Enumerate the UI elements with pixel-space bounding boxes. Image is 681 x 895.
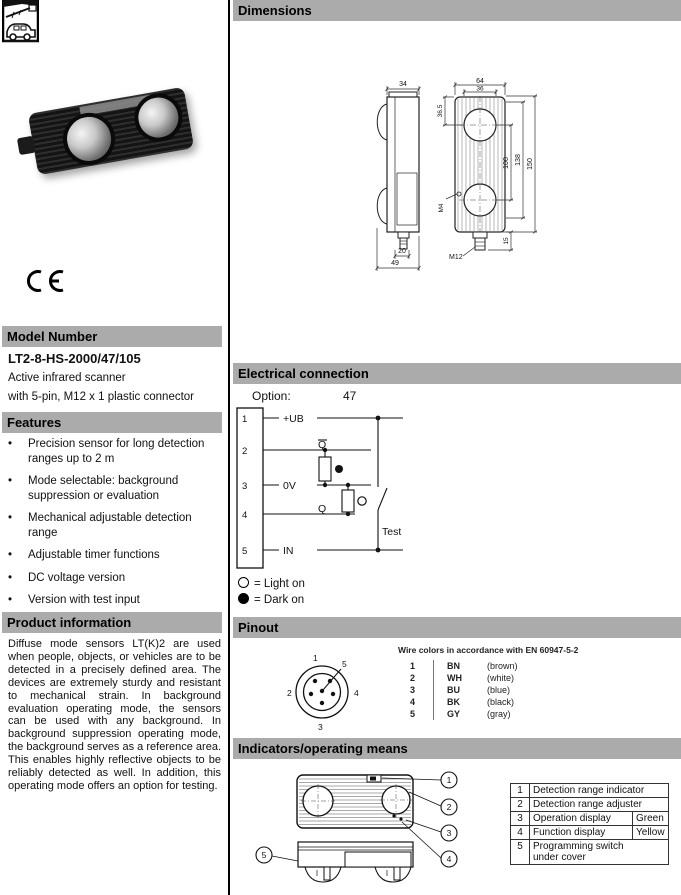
vehicle-access-icon — [2, 0, 39, 43]
bullet-icon: • — [8, 549, 13, 561]
table-row: 5 Programming switch under cover — [511, 840, 669, 865]
open-circle-icon — [238, 577, 249, 588]
dim-138: 138 — [515, 154, 522, 166]
legend-light-on: = Light on — [238, 576, 305, 592]
pinout-label-2: 2 — [287, 688, 292, 698]
feature-item — [8, 571, 220, 586]
wire-row: 5 GY (gray) — [409, 709, 511, 719]
callout-1: 1 — [446, 775, 452, 785]
indicators-header: Indicators/operating means — [233, 738, 681, 759]
terminal-5: 5 — [242, 546, 248, 557]
feature-text: Mode selectable: background suppression or evaluation — [28, 475, 179, 502]
pinout-label-1: 1 — [313, 653, 318, 663]
label-q: Q — [318, 503, 327, 515]
dimensions-header: Dimensions — [233, 0, 681, 21]
pinout-header: Pinout — [233, 617, 681, 638]
product-information-header: Product information — [2, 612, 222, 633]
pinout-label-4: 4 — [354, 688, 359, 698]
pinout-connector-diagram — [285, 648, 369, 732]
light-on-dot-icon — [358, 497, 366, 505]
electrical-circuit — [235, 404, 425, 572]
terminal-1: 1 — [242, 414, 248, 425]
wire-colors-note: Wire colors in accordance with EN 60947-5-2 — [398, 645, 579, 655]
table-row: 2 Detection range adjuster — [511, 798, 669, 812]
feature-text: Version with test input — [28, 594, 140, 606]
bullet-icon: • — [8, 594, 13, 606]
option-label: Option: — [252, 389, 291, 403]
wire-row: 4 BK (black) — [409, 697, 515, 707]
dim-side-width: 34 — [399, 81, 407, 88]
wire-row: 3 BU (blue) — [409, 685, 511, 695]
features-header: Features — [2, 412, 222, 433]
model-number: LT2-8-HS-2000/47/105 — [8, 351, 141, 366]
right-column — [233, 0, 681, 895]
bullet-icon: • — [8, 571, 13, 584]
dim-side-total-depth: 49 — [391, 260, 399, 267]
pinout-label-3: 3 — [318, 722, 323, 732]
wire-row: 1 BN (brown) — [409, 661, 518, 671]
option-value: 47 — [343, 389, 357, 403]
feature-text: DC voltage version — [28, 571, 126, 584]
ce-mark — [26, 268, 68, 294]
terminal-3: 3 — [242, 481, 248, 492]
dim-front-inner-width: 36 — [476, 85, 484, 93]
product-information-text: Diffuse mode sensors LT(K)2 are used when people, objects, or vehicles are to be detected in a precisely defined area. The devices are extremely sturdy and resistant to mechanical strain. In background evaluation operating mode, the sensors can be used with any background. In background suppression operating mode, the background serves as a reference area. This enables highly reflective objects to be reliably detected as well. In addition, this operating mode offers an option for testing. — [8, 638, 221, 792]
sensor-housing — [28, 87, 194, 175]
label-test: Test — [382, 526, 402, 538]
label-q-bar: Q — [318, 439, 327, 451]
wire-row: 2 WH (white) — [409, 673, 515, 683]
wire-colors-table — [403, 660, 557, 720]
dim-connector-height: 15 — [503, 237, 510, 245]
table-row: 4 Function display Yellow — [511, 826, 669, 840]
model-description-1: Active infrared scanner — [8, 372, 126, 384]
feature-item — [8, 548, 220, 563]
bullet-icon: • — [8, 475, 13, 487]
callout-4: 4 — [446, 854, 452, 864]
callout-2: 2 — [446, 802, 452, 812]
dim-connector-thread: M12 — [449, 254, 463, 261]
features-list — [8, 437, 220, 616]
model-number-header: Model Number — [2, 326, 222, 347]
feature-text: Adjustable timer functions — [28, 549, 160, 561]
feature-text: Precision sensor for long detection ranges up to 2 m — [28, 438, 205, 465]
legend-dark-on: = Dark on — [238, 592, 304, 608]
dim-mounting-thread: M4 — [438, 203, 445, 213]
sensor-connector — [17, 136, 36, 156]
terminal-2: 2 — [242, 446, 248, 457]
terminal-4: 4 — [242, 510, 248, 521]
feature-text: Mechanical adjustable detection range — [28, 512, 192, 539]
dim-side-connector-depth: 20 — [398, 248, 406, 255]
dim-height-total: 150 — [527, 158, 534, 170]
label-0v: 0V — [283, 480, 296, 492]
product-photo — [18, 70, 213, 195]
feature-item — [8, 437, 220, 466]
feature-item — [8, 593, 220, 608]
table-row: 1 Detection range indicator — [511, 784, 669, 798]
pinout-label-5: 5 — [342, 659, 347, 669]
filled-circle-icon — [238, 593, 249, 604]
dim-lens-offset: 36.5 — [437, 104, 444, 118]
bullet-icon: • — [8, 512, 13, 524]
feature-item — [8, 474, 220, 503]
dim-front-width: 64 — [476, 78, 484, 85]
dark-on-dot-icon — [335, 465, 343, 473]
indicators-table — [510, 783, 669, 865]
dimensions-drawing — [345, 78, 567, 286]
label-in: IN — [283, 545, 294, 557]
feature-item — [8, 511, 220, 540]
dim-100: 100 — [503, 157, 510, 169]
left-column — [0, 0, 230, 895]
label-ub: +UB — [283, 413, 304, 425]
callout-3: 3 — [446, 828, 452, 838]
callout-5: 5 — [261, 850, 267, 860]
electrical-connection-header: Electrical connection — [233, 363, 681, 384]
indicators-drawing — [245, 762, 507, 895]
model-description-2: with 5-pin, M12 x 1 plastic connector — [8, 391, 195, 403]
sensor-lens-left — [59, 109, 119, 169]
table-row: 3 Operation display Green — [511, 812, 669, 826]
bullet-icon: • — [8, 438, 13, 450]
